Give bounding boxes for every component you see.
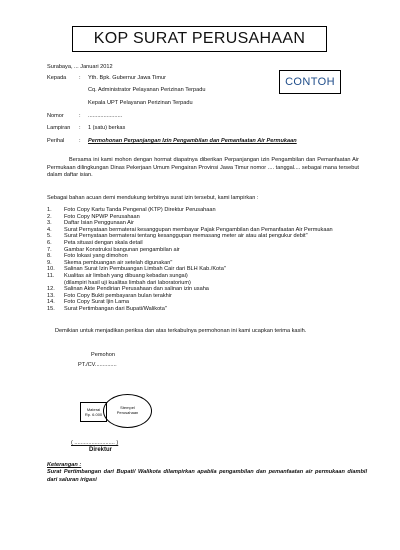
attachment-item xyxy=(47,286,367,293)
keterangan-text: Surat Pertimbangan dari Bupati/ Walikota dilampirkan apabila pengambilan dan pemanfaatan air permukaan diambil dari saluran irigasi xyxy=(47,469,367,483)
attachment-list xyxy=(47,207,367,313)
kepada-label: Kepada xyxy=(47,75,67,81)
attachment-item xyxy=(47,266,367,273)
lampiran-colon: : xyxy=(79,125,81,131)
attachment-text: Surat Pernyataan bermaterai kesanggupan membayar Pajak Pengambilan dan Pemanfaatan Air Permukaan xyxy=(64,226,333,233)
attachment-item xyxy=(47,247,367,254)
kepada-line-3: Kepala UPT Pelayanan Perizinan Terpadu xyxy=(88,100,193,106)
attachment-intro: Sebagai bahan acuan demi mendukung terbitnya surat izin tersebut, kami lampirkan : xyxy=(47,195,259,201)
signatory-title: Direktur xyxy=(89,447,113,453)
attachment-text: Kualitas air limbah yang dibuang kebadan sungai) xyxy=(64,272,188,279)
materai-line-2: Rp. 6.000 xyxy=(84,412,103,417)
signature-blank: ( .......................... ) xyxy=(71,440,119,446)
lampiran-value: 1 (satu) berkas xyxy=(88,125,126,131)
nomor-colon: : xyxy=(79,113,81,119)
attachment-item xyxy=(47,207,367,214)
attachment-number: 7. xyxy=(47,246,52,253)
attachment-text: Salinan Surat Izin Pembuangan Limbah Cair dari BLH Kab./Kota" xyxy=(64,266,226,273)
attachment-item xyxy=(47,280,367,287)
stempel-line-2: Perusahaan xyxy=(116,410,139,415)
perihal-label: Perihal xyxy=(47,138,65,144)
keterangan-title: Keterangan : xyxy=(47,462,82,468)
kepada-colon: : xyxy=(79,75,81,81)
attachment-text: (dilampiri hasil uji kualitas limbah dari laboratorium) xyxy=(64,279,191,286)
attachment-item xyxy=(47,299,367,306)
attachment-number: 8. xyxy=(47,253,52,260)
attachment-item xyxy=(47,293,367,300)
contoh-stamp: CONTOH xyxy=(279,70,341,94)
attachment-item xyxy=(47,214,367,221)
perihal-value: Permohonan Perpanjangan Izin Pengambilan dan Pemanfaatan Air Permukaan xyxy=(88,138,297,144)
closing-paragraph: Demikian untuk menjadikan periksa dan atas terkabulnya permohonan ini kami ucapkan terima kasih. xyxy=(55,328,307,334)
date-line: Surabaya, ... Januari 2012 xyxy=(47,64,113,70)
company-stamp-circle xyxy=(103,394,152,428)
attachment-number: 12. xyxy=(47,286,55,293)
attachment-text: Daftar Isian Penggunaan Air xyxy=(64,220,134,227)
attachment-item xyxy=(47,233,367,240)
letterhead-title: KOP SURAT PERUSAHAAN xyxy=(72,26,327,52)
opening-paragraph: Bersama ini kami mohon dengan hormat diapatnya diberikan Perpanjangan izin Pengambilan dan Pemanfaatan Air Permukaan dilingkungan Dinas Pekerjaan Umum Pengairan Provinsi Jawa Timur nomor .... tanggal.... sebagai mana tersebut dalam daftar isian. xyxy=(47,157,359,178)
company-name: PT./CV.............. xyxy=(78,362,117,368)
attachment-text: Foto Copy Kartu Tanda Pengenal (KTP) Direktur Perusahaan xyxy=(64,207,216,213)
attachment-text: Foto Copy Bukti pembayaran bulan terakhir xyxy=(64,292,172,299)
attachment-number: 5. xyxy=(47,233,52,240)
attachment-text: Foto Copy Surat Ijin Lama xyxy=(64,299,129,306)
attachment-number: 9. xyxy=(47,259,52,266)
attachment-item xyxy=(47,253,367,260)
kepada-line-1: Yth. Bpk. Gubernur Jawa Timur xyxy=(88,75,167,81)
lampiran-label: Lampiran xyxy=(47,125,71,131)
nomor-label: Nomor xyxy=(47,113,64,119)
attachment-text: Salinan Akte Pendirian Perusahaan dan salinan izin usaha xyxy=(64,286,209,293)
attachment-number: 3. xyxy=(47,220,52,227)
attachment-text: Peta situasi dengan skala detail xyxy=(64,239,143,246)
attachment-text: Surat Pertimbangan dari Bupati/Walikota" xyxy=(64,305,167,312)
attachment-number: 1. xyxy=(47,207,52,213)
attachment-number: 6. xyxy=(47,239,52,246)
attachment-item xyxy=(47,273,367,280)
attachment-item xyxy=(47,306,367,313)
stempel-line-1: Stempel xyxy=(120,405,135,410)
kepada-line-2: Cq. Administrator Pelayanan Perizinan Terpadu xyxy=(88,87,206,93)
attachment-number: 14. xyxy=(47,299,55,306)
attachment-item xyxy=(47,227,367,234)
attachment-text: Surat Pernyataan bermaterai tentang kesanggupan memasang meter air atau alat pengukur debit" xyxy=(64,233,308,240)
attachment-text: Skema pembuangan air setelah digunakan" xyxy=(64,259,173,266)
attachment-item xyxy=(47,260,367,267)
attachment-number: 13. xyxy=(47,292,55,299)
attachment-item xyxy=(47,220,367,227)
nomor-value: ...................... xyxy=(88,113,123,119)
perihal-colon: : xyxy=(79,138,81,144)
attachment-item xyxy=(47,240,367,247)
attachment-number: 15. xyxy=(47,305,55,312)
attachment-number: 2. xyxy=(47,213,52,220)
attachment-number: 11. xyxy=(47,272,55,279)
signature-line xyxy=(71,440,118,446)
attachment-text: Foto lokasi yang dimohon xyxy=(64,253,128,260)
attachment-number: 4. xyxy=(47,226,52,233)
attachment-text: Foto Copy NPWP Perusahaan xyxy=(64,213,140,220)
pemohon-label: Pemohon xyxy=(91,352,115,358)
attachment-text: Gambar Konstruksi bangunan pengambilan air xyxy=(64,246,180,253)
materai-line-1: Materai xyxy=(86,407,101,412)
attachment-number: 10. xyxy=(47,266,55,273)
